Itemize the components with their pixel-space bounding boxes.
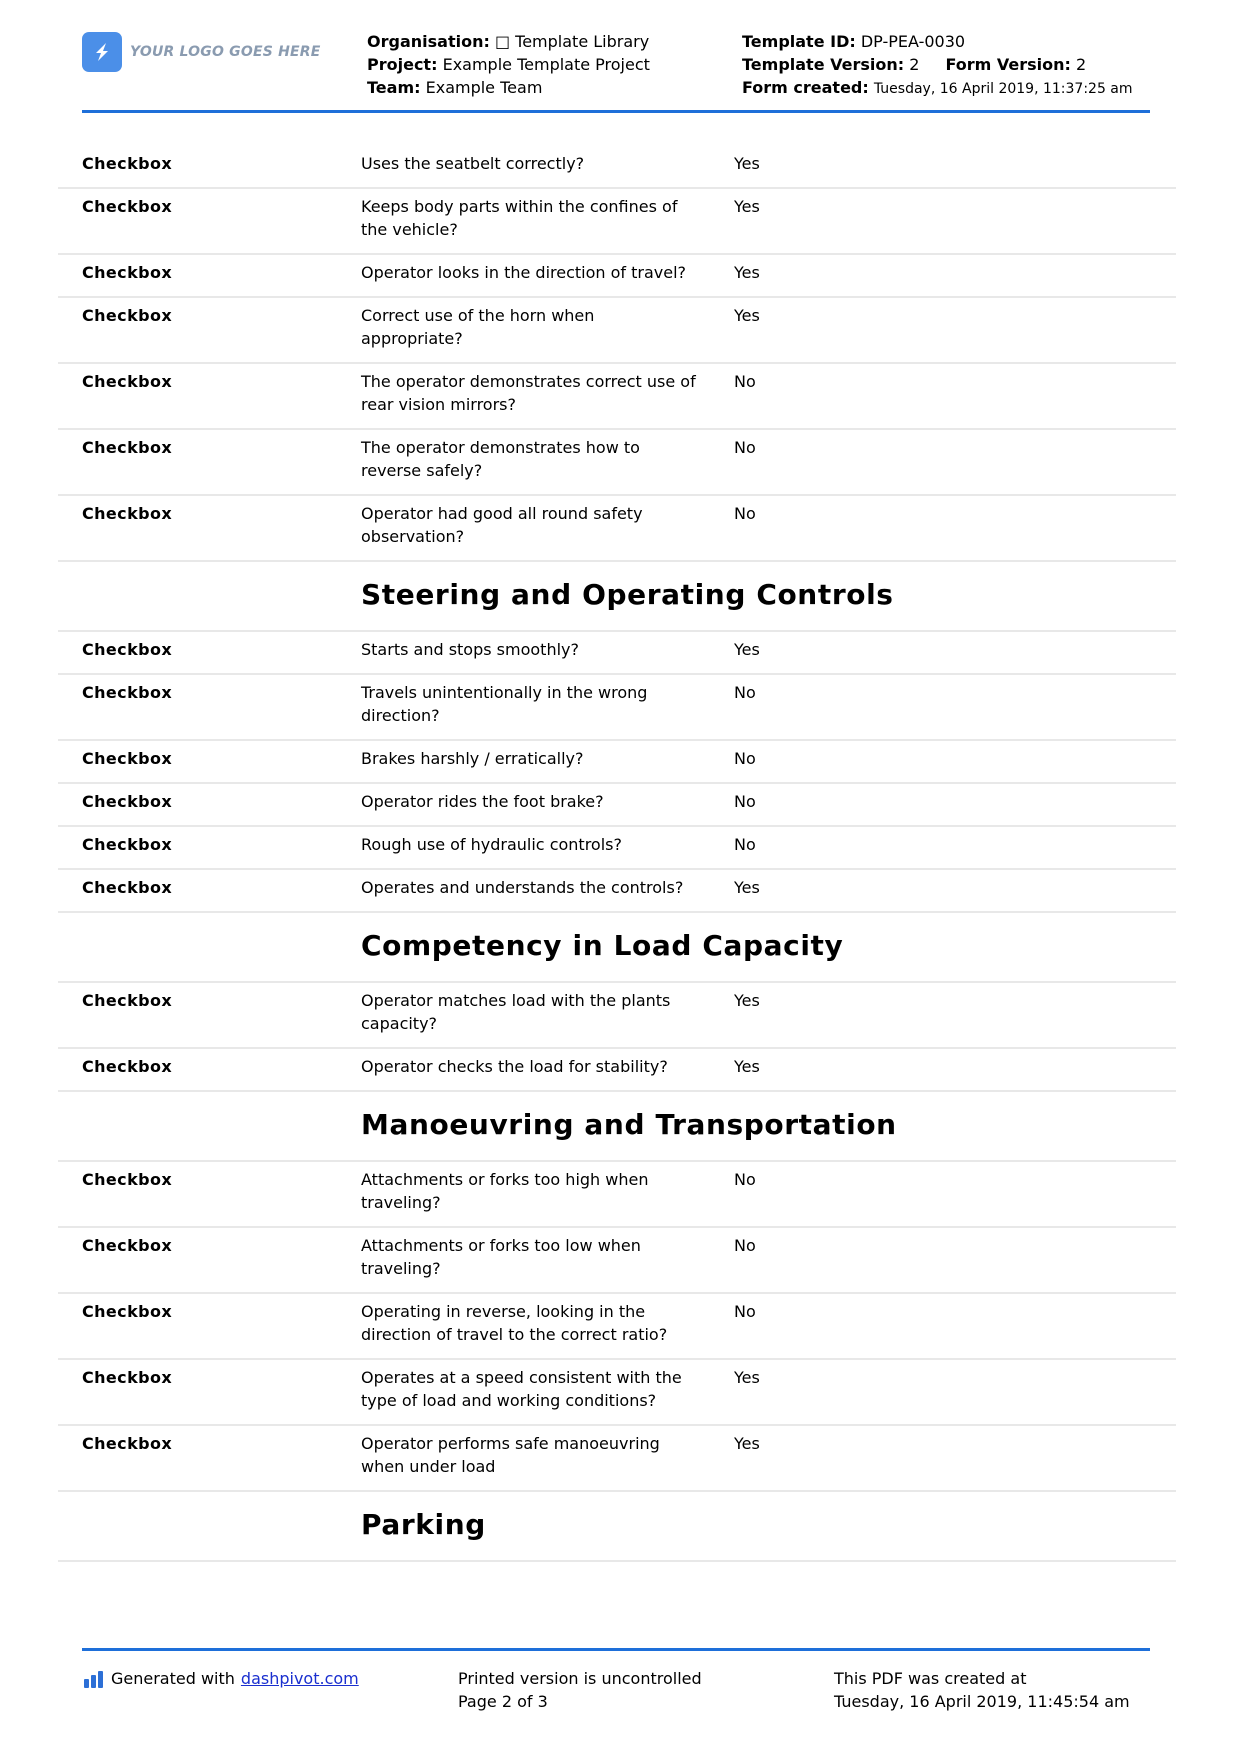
section-heading: Parking: [58, 1492, 1176, 1562]
question-text: Operator rides the foot brake?: [361, 792, 604, 811]
form-row: [58, 1228, 1176, 1294]
pdf-created-value: Tuesday, 16 April 2019, 11:45:54 am: [834, 1692, 1130, 1711]
field-type: Checkbox: [82, 197, 173, 216]
form-row: [58, 870, 1176, 913]
field-type: Checkbox: [82, 749, 173, 768]
form-version-label: Form Version:: [945, 55, 1071, 74]
org-label: Organisation:: [367, 32, 490, 51]
form-row: [58, 983, 1176, 1049]
question-text: Attachments or forks too high when traveling?: [361, 1170, 649, 1212]
page-header: [82, 30, 1150, 113]
form-version-value: 2: [1075, 55, 1087, 74]
answer-value: Yes: [734, 878, 760, 897]
form-row: [58, 1426, 1176, 1492]
answer-value: Yes: [734, 263, 760, 282]
section-heading: Manoeuvring and Transportation: [58, 1092, 1176, 1162]
question-text: Brakes harshly / erratically?: [361, 749, 584, 768]
question-text: Operator checks the load for stability?: [361, 1057, 668, 1076]
form-row: [58, 827, 1176, 870]
field-type: Checkbox: [82, 1368, 173, 1387]
field-type: Checkbox: [82, 878, 173, 897]
template-version-label: Template Version:: [742, 55, 905, 74]
generated-with: [84, 1667, 359, 1690]
page-number: Page 2 of 3: [458, 1692, 548, 1711]
form-row: [58, 189, 1176, 255]
field-type: Checkbox: [82, 504, 173, 523]
answer-value: No: [734, 749, 756, 768]
form-row: [58, 1360, 1176, 1426]
field-type: Checkbox: [82, 640, 173, 659]
question-text: Operator performs safe manoeuvring when under load: [361, 1434, 660, 1476]
pdf-created: [834, 1667, 1130, 1713]
form-row: [58, 675, 1176, 741]
answer-value: Yes: [734, 197, 760, 216]
answer-value: Yes: [734, 1057, 760, 1076]
field-type: Checkbox: [82, 1170, 173, 1189]
template-meta: [742, 30, 1133, 101]
form-row: [58, 1049, 1176, 1092]
answer-value: Yes: [734, 1368, 760, 1387]
logo: [82, 32, 321, 72]
answer-value: No: [734, 438, 756, 457]
form-row: [58, 632, 1176, 675]
answer-value: Yes: [734, 306, 760, 325]
dashpivot-logo-icon: [84, 1670, 103, 1688]
page-footer: [82, 1648, 1150, 1711]
form-row: [58, 1162, 1176, 1228]
field-type: Checkbox: [82, 1434, 173, 1453]
question-text: Operates at a speed consistent with the type of load and working conditions?: [361, 1368, 682, 1410]
field-type: Checkbox: [82, 792, 173, 811]
org-value: □ Template Library: [494, 32, 650, 51]
question-text: Operating in reverse, looking in the direction of travel to the correct ratio?: [361, 1302, 668, 1344]
answer-value: Yes: [734, 640, 760, 659]
form-row: [58, 364, 1176, 430]
logo-icon: [82, 32, 122, 72]
team-value: Example Team: [425, 78, 543, 97]
dashpivot-link[interactable]: dashpivot.com: [240, 1669, 359, 1688]
question-text: Correct use of the horn when appropriate?: [361, 306, 595, 348]
question-text: Operator matches load with the plants capacity?: [361, 991, 671, 1033]
field-type: Checkbox: [82, 1057, 173, 1076]
question-text: Operator had good all round safety observation?: [361, 504, 643, 546]
question-text: Rough use of hydraulic controls?: [361, 835, 622, 854]
print-notice: [458, 1667, 702, 1713]
question-text: Attachments or forks too low when traveling?: [361, 1236, 641, 1278]
form-table: [58, 146, 1176, 1562]
answer-value: No: [734, 683, 756, 702]
uncontrolled-text: Printed version is uncontrolled: [458, 1669, 702, 1688]
answer-value: No: [734, 835, 756, 854]
form-row: [58, 298, 1176, 364]
template-version-value: 2: [909, 55, 920, 74]
template-id-label: Template ID:: [742, 32, 856, 51]
answer-value: Yes: [734, 154, 760, 173]
field-type: Checkbox: [82, 1236, 173, 1255]
answer-value: No: [734, 504, 756, 523]
project-label: Project:: [367, 55, 438, 74]
form-row: [58, 146, 1176, 189]
section-heading: Steering and Operating Controls: [58, 562, 1176, 632]
form-row: [58, 430, 1176, 496]
field-type: Checkbox: [82, 1302, 173, 1321]
answer-value: Yes: [734, 1434, 760, 1453]
question-text: The operator demonstrates how to reverse safely?: [361, 438, 640, 480]
form-row: [58, 496, 1176, 562]
answer-value: Yes: [734, 991, 760, 1010]
field-type: Checkbox: [82, 372, 173, 391]
question-text: Travels unintentionally in the wrong direction?: [361, 683, 648, 725]
form-row: [58, 255, 1176, 298]
answer-value: No: [734, 1170, 756, 1189]
form-created-value: Tuesday, 16 April 2019, 11:37:25 am: [873, 81, 1133, 97]
org-meta: [367, 30, 650, 99]
form-row: [58, 741, 1176, 784]
question-text: Uses the seatbelt correctly?: [361, 154, 585, 173]
question-text: Keeps body parts within the confines of the vehicle?: [361, 197, 678, 239]
field-type: Checkbox: [82, 438, 173, 457]
field-type: Checkbox: [82, 683, 173, 702]
answer-value: No: [734, 1302, 756, 1321]
field-type: Checkbox: [82, 263, 173, 282]
field-type: Checkbox: [82, 991, 173, 1010]
field-type: Checkbox: [82, 835, 173, 854]
question-text: The operator demonstrates correct use of rear vision mirrors?: [361, 372, 696, 414]
answer-value: No: [734, 372, 756, 391]
answer-value: No: [734, 1236, 756, 1255]
answer-value: No: [734, 792, 756, 811]
field-type: Checkbox: [82, 154, 173, 173]
section-heading: Competency in Load Capacity: [58, 913, 1176, 983]
question-text: Operator looks in the direction of travel?: [361, 263, 687, 282]
question-text: Operates and understands the controls?: [361, 878, 684, 897]
project-value: Example Template Project: [442, 55, 650, 74]
pdf-created-label: This PDF was created at: [834, 1669, 1027, 1688]
field-type: Checkbox: [82, 306, 173, 325]
question-text: Starts and stops smoothly?: [361, 640, 579, 659]
form-row: [58, 784, 1176, 827]
form-row: [58, 1294, 1176, 1360]
template-id-value: DP-PEA-0030: [860, 32, 966, 51]
team-label: Team:: [367, 78, 421, 97]
logo-text: YOUR LOGO GOES HERE: [130, 44, 321, 60]
form-created-label: Form created:: [742, 78, 869, 97]
generated-text: Generated with: [111, 1669, 235, 1688]
